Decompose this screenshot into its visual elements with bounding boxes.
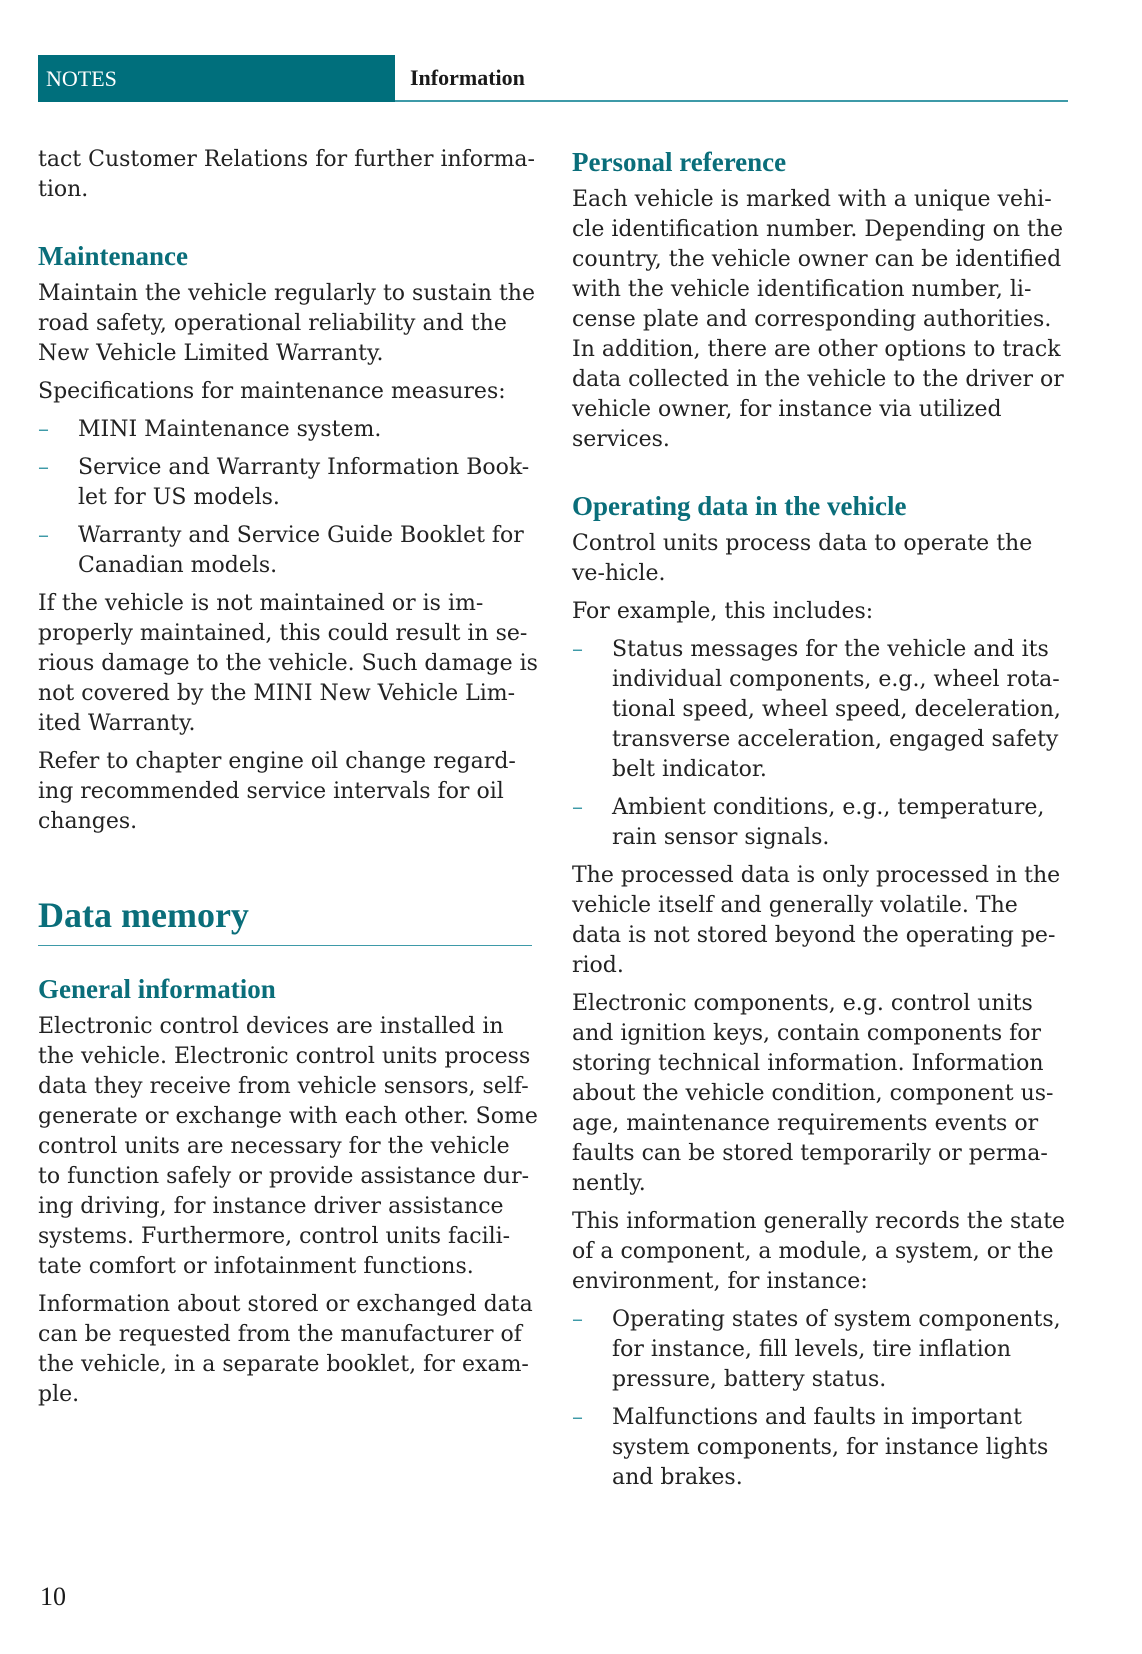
dash-bullet-icon: – <box>572 795 583 820</box>
page-number: 10 <box>40 1582 66 1611</box>
list-item: – Ambient conditions, e.g., temperature, rain sensor signals. <box>572 795 1045 850</box>
page-header <box>38 55 1068 102</box>
list-item: – Service and Warranty Information Book-let for US models. <box>38 455 530 510</box>
operating-data-paragraph-4: Electronic components, e.g. control units and ignition keys, contain components for storing technical information. Information about the vehicle condition, component us-age, maintenance requirements events or faults can be stored temporarily or perma-nently. <box>572 991 1054 1196</box>
list-item: – Operating states of system components, for instance, fill levels, tire inflation pressure, battery status. <box>572 1307 1061 1392</box>
maintenance-paragraph-1: Maintain the vehicle regularly to sustain the road safety, operational reliability and the New Vehicle Limited Warranty. <box>38 281 535 366</box>
chapter-title: Information <box>410 65 525 90</box>
dash-bullet-icon: – <box>572 1405 583 1430</box>
operating-data-list-1 <box>572 635 1072 853</box>
intro-continuation: tact Customer Relations for further informa-tion. <box>38 147 535 202</box>
left-column <box>38 145 538 1418</box>
dash-bullet-icon: – <box>38 523 49 548</box>
list-item: – Status messages for the vehicle and its individual components, e.g., wheel rota-tional speed, wheel speed, deceleration, transverse acceleration, engaged safety belt indicator. <box>572 637 1061 782</box>
list-item: – Warranty and Service Guide Booklet for Canadian models. <box>38 523 524 578</box>
dash-bullet-icon: – <box>572 637 583 662</box>
maintenance-list <box>38 415 538 581</box>
heading-general-information: General information <box>38 974 276 1004</box>
maintenance-paragraph-2: Specifications for maintenance measures: <box>38 379 506 404</box>
dash-bullet-icon: – <box>572 1307 583 1332</box>
maintenance-paragraph-4: Refer to chapter engine oil change regard-ing recommended service intervals for oil changes. <box>38 749 516 834</box>
operating-data-paragraph-2: For example, this includes: <box>572 599 874 624</box>
operating-data-paragraph-5: This information generally records the state of a component, a module, a system, or the environment, for instance: <box>572 1209 1066 1294</box>
heading-personal-reference: Personal reference <box>572 147 787 177</box>
general-info-paragraph-1: Electronic control devices are installed in the vehicle. Electronic control units process data they receive from vehicle sensors, self-generate or exchange with each other. Some control units are necessary for the vehicle to function safely or provide assistance dur-ing driving, for instance driver assistance systems. Furthermore, control units facili-tate comfort or infotainment functions. <box>38 1014 538 1279</box>
right-column <box>572 145 1072 1501</box>
list-item: – Malfunctions and faults in important system components, for instance lights and brakes. <box>572 1405 1049 1490</box>
operating-data-paragraph-3: The processed data is only processed in the vehicle itself and generally volatile. The data is not stored beyond the operating pe-riod. <box>572 863 1061 978</box>
dash-bullet-icon: – <box>38 455 49 480</box>
list-item: – MINI Maintenance system. <box>38 415 538 445</box>
operating-data-paragraph-1: Control units process data to operate the ve-hicle. <box>572 531 1033 586</box>
dash-bullet-icon: – <box>38 417 49 442</box>
maintenance-paragraph-3: If the vehicle is not maintained or is im-properly maintained, this could result in se-rious damage to the vehicle. Such damage is not covered by the MINI New Vehicle Lim-ited Warranty. <box>38 591 538 736</box>
section-tab-notes: NOTES <box>38 55 395 102</box>
heading-data-memory: Data memory <box>38 893 532 946</box>
operating-data-list-2 <box>572 1305 1072 1493</box>
personal-reference-paragraph: Each vehicle is marked with a unique vehi-cle identification number. Depending on the country, the vehicle owner can be identified with the vehicle identification number, li-cense plate and corresponding authorities. In addition, there are other options to track data collected in the vehicle to the driver or vehicle owner, for instance via utilized services. <box>572 187 1064 452</box>
heading-maintenance: Maintenance <box>38 241 188 271</box>
general-info-paragraph-2: Information about stored or exchanged data can be requested from the manufacturer of the vehicle, in a separate booklet, for exam-ple. <box>38 1292 533 1407</box>
heading-operating-data: Operating data in the vehicle <box>572 491 907 521</box>
